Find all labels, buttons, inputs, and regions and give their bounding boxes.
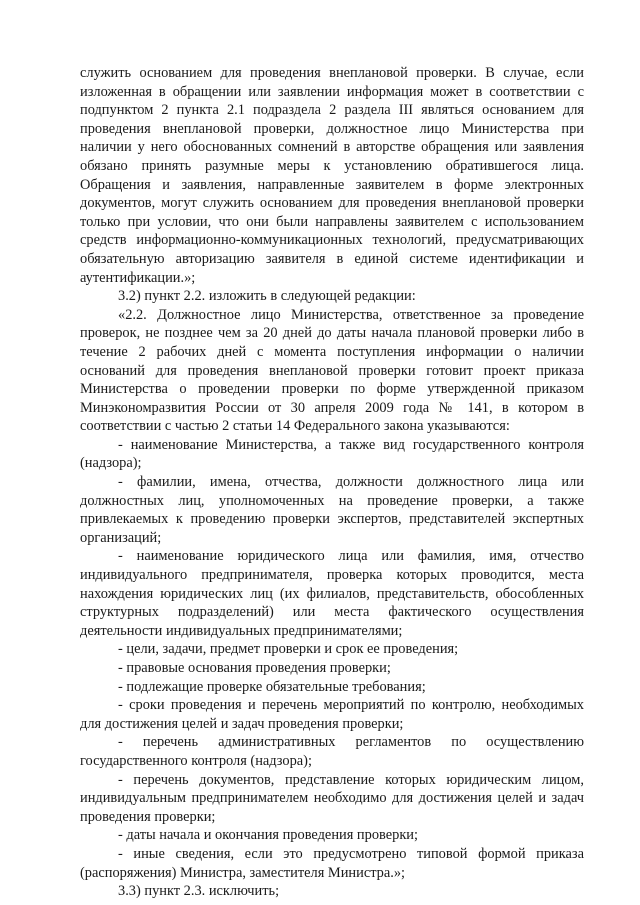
list-item: - сроки проведения и перечень мероприятий по контролю, необходимых для достижения целей и задач проведения проверки; <box>80 697 584 732</box>
list-item: - фамилии, имена, отчества, должности должностного лица или должностных лиц, уполномоченных на проведение проверки, а также привлекаемых к проведению проверки экспертов, представителей экспертных организаций; <box>80 474 584 546</box>
list-item: - наименование юридического лица или фамилия, имя, отчество индивидуального предпринимателя, проверка которых проводится, места нахождения юридических лиц (их филиалов, представительств, обособленных структурных подразделений) или места фактического осуществления деятельности индивидуальных предпринимателями; <box>80 548 584 639</box>
paragraph-clause-2-2: «2.2. Должностное лицо Министерства, ответственное за проведение проверок, не позднее чем за 20 дней до даты начала плановой проверки либо в течение 2 рабочих дней с момента поступления информации о наличии оснований для проведения внеплановой проверки готовит проект приказа Министерства о проведении проверки по форме утвержденной приказом Минэкономразвития России от 30 апреля 2009 года № 141, в котором в соответствии с частью 2 статьи 14 Федерального закона указываются: <box>80 306 584 435</box>
paragraph-item-3-3: 3.3) пункт 2.3. исключить; <box>118 883 280 900</box>
list-item: - иные сведения, если это предусмотрено типовой формой приказа (распоряжения) Министра, заместителя Министра.»; <box>80 845 584 881</box>
list-item: - цели, задачи, предмет проверки и срок ее проведения; <box>118 641 459 658</box>
paragraph-item-3-2: 3.2) пункт 2.2. изложить в следующей редакции: <box>118 288 416 305</box>
list-item: - перечень административных регламентов по осуществлению государственного контроля (надзора); <box>80 734 584 769</box>
paragraph-continuation: служить основанием для проведения внеплановой проверки. В случае, если изложенная в обращении или заявлении информация может в соответствии с подпунктом 2 пункта 2.1 подраздела 2 раздела III являться основанием для проведения внеплановой проверки, должностное лицо Министерства при наличии у него обоснованных сомнений в авторстве обращения или заявления обязано принять разумные меры к установлению обратившегося лица. Обращения и заявления, направленные заявителем в форме электронных документов, могут служить основанием для проведения внеплановой проверки только при условии, что они были направлены заявителем с использованием средств информационно-коммуникационных технологий, предусматривающих обязательную авторизацию заявителя в единой системе идентификации и аутентификации.»; <box>80 65 584 286</box>
list-item: - даты начала и окончания проведения проверки; <box>118 827 419 844</box>
list-item: - подлежащие проверке обязательные требования; <box>118 678 426 695</box>
list-item: - наименование Министерства, а также вид государственного контроля (надзора); <box>80 436 584 472</box>
list-item: - перечень документов, представление которых юридическим лицом, индивидуальным предпринимателем необходимо для достижения целей и задач проведения проверки; <box>80 771 584 825</box>
list-item: - правовые основания проведения проверки; <box>118 660 391 676</box>
